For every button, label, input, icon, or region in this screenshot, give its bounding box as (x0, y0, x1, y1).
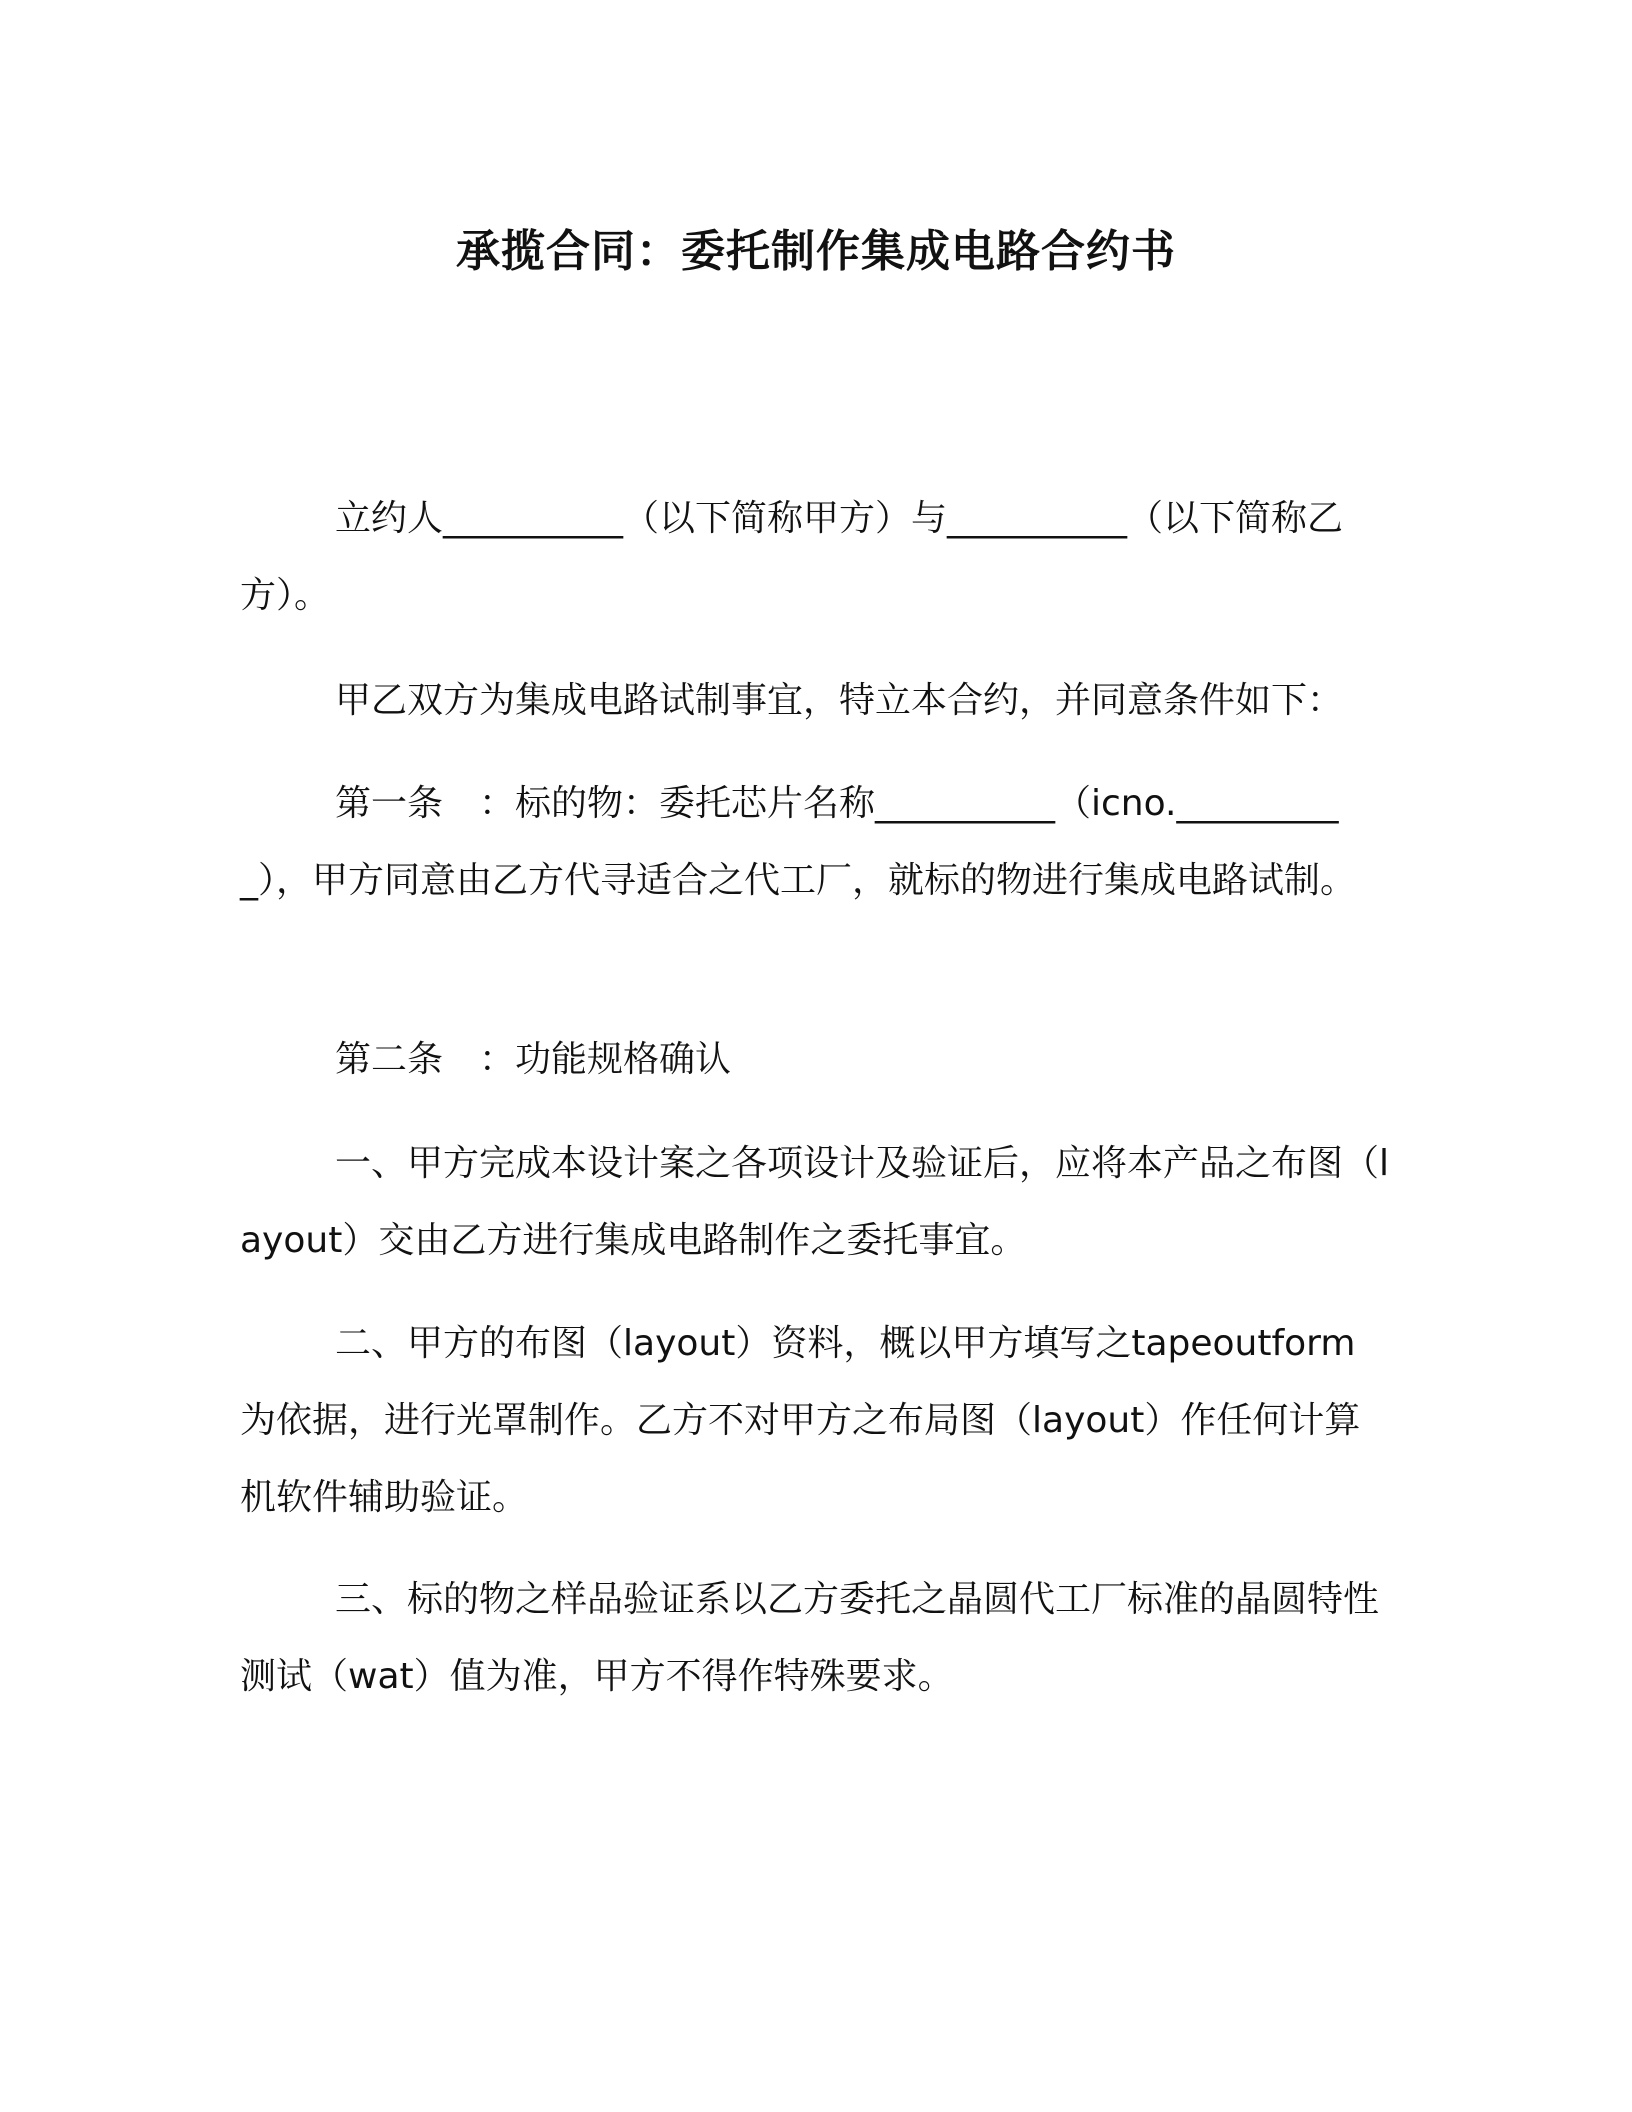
paragraph-parties: 立约人__________（以下简称甲方）与__________（以下简称乙方）。 (240, 498, 1344, 616)
paragraph-clause-1: 一、甲方完成本设计案之各项设计及验证后，应将本产品之布图（layout）交由乙方进行集成电路制作之委托事宜。 (240, 1143, 1390, 1261)
paragraph-article-1: 第一条 ：标的物：委托芯片名称__________（icno.__________），甲方同意由乙方代寻适合之代工厂，就标的物进行集成电路试制。 (240, 783, 1357, 901)
paragraph-clause-2: 二、甲方的布图（layout）资料，概以甲方填写之tapeoutform为依据，进行光罩制作。乙方不对甲方之布局图（layout）作任何计算机软件辅助验证。 (240, 1323, 1361, 1518)
paragraph-article-2-heading: 第二条 ：功能规格确认 (335, 1039, 732, 1080)
contract-title: 承揽合同：委托制作集成电路合约书 (456, 226, 1176, 277)
paragraph-clause-3: 三、标的物之样品验证系以乙方委托之晶圆代工厂标准的晶圆特性测试（wat）值为准，甲方不得作特殊要求。 (240, 1579, 1380, 1697)
paragraph-intro: 甲乙双方为集成电路试制事宜，特立本合约，并同意条件如下： (335, 680, 1344, 721)
